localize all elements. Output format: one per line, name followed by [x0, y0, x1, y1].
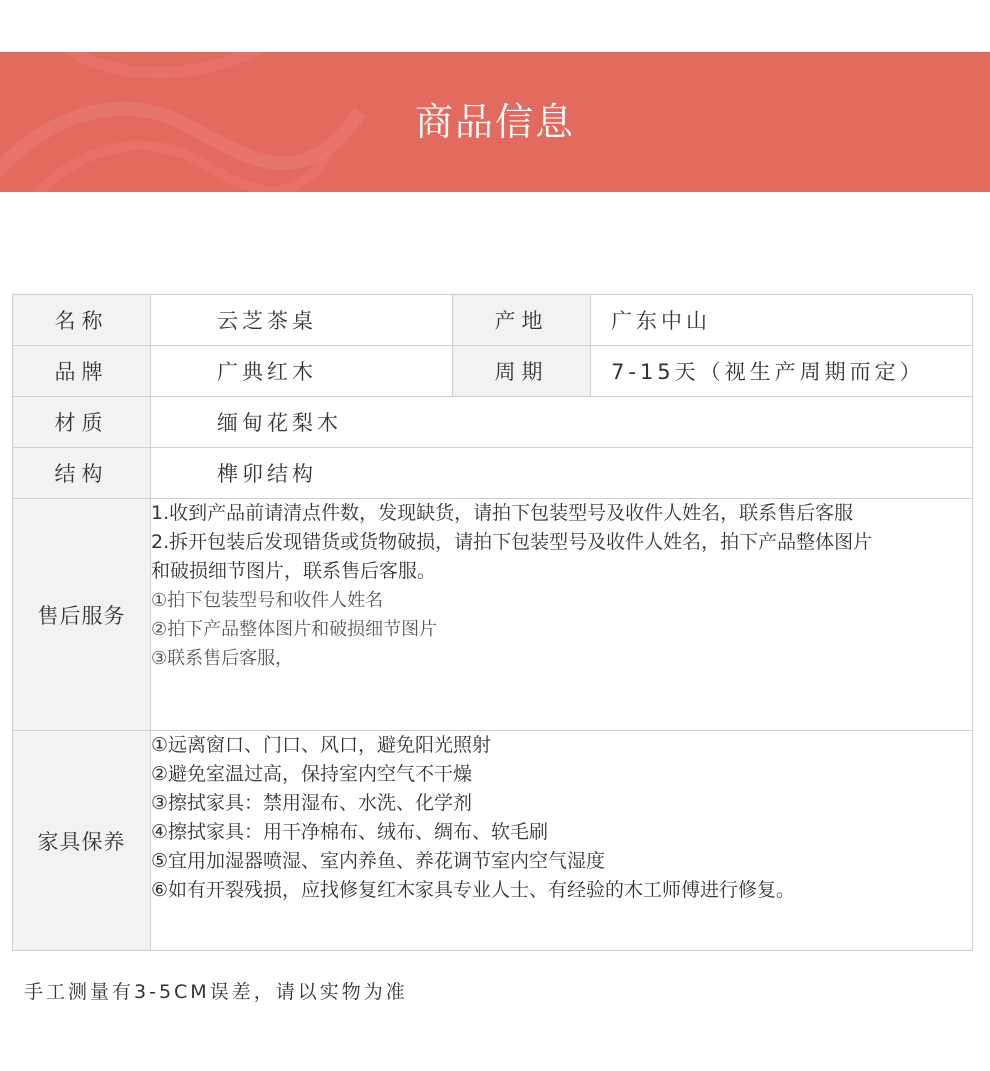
banner-title: 商品信息: [414, 100, 575, 144]
table-row: [13, 499, 973, 731]
origin-value: 广东中山: [591, 295, 973, 346]
care-line: ①远离窗口、门口、风口，避免阳光照射: [151, 734, 492, 756]
table-row: [13, 397, 973, 448]
name-value: 云芝茶桌: [151, 295, 453, 346]
header-banner: [0, 52, 990, 192]
table-row: [13, 295, 973, 346]
care-line: ④擦拭家具：用干净棉布、绒布、绸布、软毛刷: [151, 821, 549, 843]
care-content: [151, 731, 973, 951]
structure-value: 榫卯结构: [151, 448, 973, 499]
care-line: ③擦拭家具：禁用湿布、水洗、化学剂: [151, 792, 473, 814]
care-label: 家具保养: [13, 731, 151, 951]
measurement-note: 手工测量有3-5CM误差，请以实物为准: [24, 981, 408, 1003]
service-line: ②拍下产品整体图片和破损细节图片: [151, 619, 438, 640]
service-line: 2.拆开包装后发现错货或货物破损，请拍下包装型号及收件人姓名，拍下产品整体图片: [151, 531, 873, 553]
name-label: 名称: [13, 295, 151, 346]
product-info-table: [12, 294, 973, 951]
service-line: ③联系售后客服，: [151, 648, 294, 669]
brand-value: 广典红木: [151, 346, 453, 397]
care-line: ②避免室温过高，保持室内空气不干燥: [151, 763, 473, 785]
service-line: 1.收到产品前请清点件数，发现缺货，请拍下包装型号及收件人姓名，联系售后客服: [151, 502, 854, 524]
material-label: 材质: [13, 397, 151, 448]
origin-label: 产地: [453, 295, 591, 346]
service-content: [151, 499, 973, 731]
material-value: 缅甸花梨木: [151, 397, 973, 448]
period-value: 7-15天（视生产周期而定）: [591, 346, 973, 397]
table-row: [13, 346, 973, 397]
service-line: ①拍下包装型号和收件人姓名: [151, 590, 384, 611]
structure-label: 结构: [13, 448, 151, 499]
service-label: 售后服务: [13, 499, 151, 731]
care-line: ⑥如有开裂残损，应找修复红木家具专业人士、有经验的木工师傅进行修复。: [151, 879, 796, 901]
table-row: [13, 448, 973, 499]
care-line: ⑤宜用加湿器喷湿、室内养鱼、养花调节室内空气湿度: [151, 850, 606, 872]
service-line: 和破损细节图片，联系售后客服。: [151, 560, 437, 582]
brand-label: 品牌: [13, 346, 151, 397]
table-row: [13, 731, 973, 951]
period-label: 周期: [453, 346, 591, 397]
